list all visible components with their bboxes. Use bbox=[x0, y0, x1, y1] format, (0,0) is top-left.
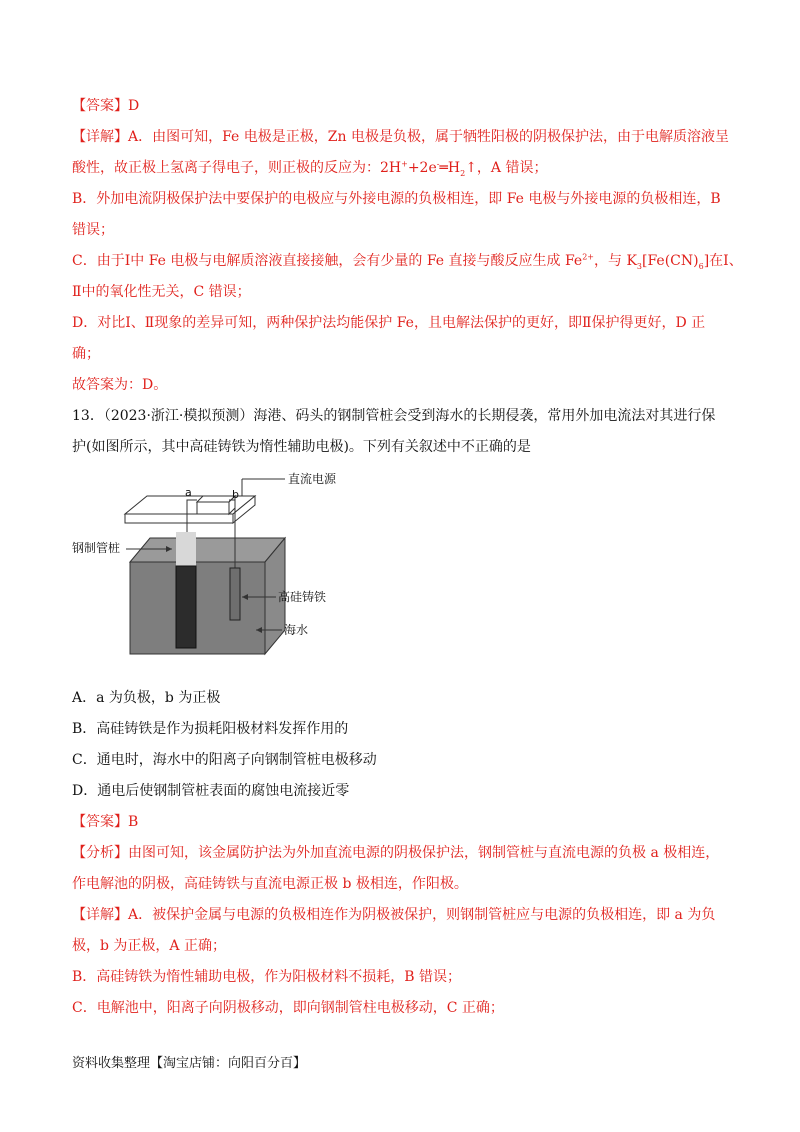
detail-line: 【详解】A．由图可知，Fe 电极是正极，Zn 电极是负极，属于牺牲阳极的阴极保护法，由于电解质溶液呈 bbox=[72, 129, 729, 145]
label-power: 直流电源 bbox=[288, 472, 337, 486]
answer-label: 【答案】B bbox=[72, 814, 139, 830]
tank-top-face bbox=[130, 538, 285, 562]
detail-line: 极，b 为正极，A 正确； bbox=[72, 938, 226, 954]
electrochemistry-figure bbox=[72, 470, 372, 670]
analysis-line: 【分析】由图可知，该金属防护法为外加直流电源的阴极保护法，钢制管桩与直流电源的负极 a 极相连， bbox=[72, 845, 720, 861]
option-d-line: 确； bbox=[72, 346, 100, 362]
label-pile: 钢制管桩 bbox=[72, 541, 121, 555]
option-c: C．通电时，海水中的阳离子向钢制管桩电极移动 bbox=[72, 752, 377, 768]
option-a: A．a 为负极，b 为正极 bbox=[72, 690, 221, 706]
superscript: 2+ bbox=[582, 252, 594, 262]
text-span: ]在Ⅰ、 bbox=[703, 253, 743, 269]
text-span: 酸性，故正极上氢离子得电子，则正极的反应为：2H bbox=[72, 160, 402, 176]
option-d: D．通电后使钢制管桩表面的腐蚀电流接近零 bbox=[72, 783, 350, 799]
detail-line bbox=[72, 158, 548, 178]
subscript: 2 bbox=[460, 168, 466, 178]
analysis-line: 作电解池的阴极，高硅铸铁与直流电源正极 b 极相连，作阳极。 bbox=[72, 876, 468, 892]
board-front bbox=[125, 514, 233, 523]
superscript: - bbox=[436, 159, 440, 169]
text-span: ═H bbox=[439, 160, 461, 176]
question-stem: 13．（2023·浙江·模拟预测）海港、码头的钢制管桩会受到海水的长期侵袭，常用外加电流法对其进行保 bbox=[72, 408, 716, 424]
text-span: C．由于Ⅰ中 Fe 电极与电解质溶液直接接触，会有少量的 Fe 直接与酸反应生成 Fe bbox=[72, 253, 583, 269]
option-d-line: D．对比Ⅰ、Ⅱ现象的差异可知，两种保护法均能保护 Fe，且电解法保护的更好，即Ⅱ保护得更好，D 正 bbox=[72, 315, 706, 331]
label-silicon-iron: 高硅铸铁 bbox=[278, 590, 327, 604]
text-span: [Fe(CN) bbox=[642, 253, 699, 269]
answer-label: 【答案】D bbox=[72, 98, 140, 114]
label-seawater: 海水 bbox=[284, 623, 309, 637]
option-c-line: Ⅱ中的氧化性无关，C 错误； bbox=[72, 284, 251, 300]
steel-pile bbox=[176, 566, 196, 648]
option-b-explanation: B．高硅铸铁为惰性辅助电极，作为阳极材料不损耗，B 错误； bbox=[72, 969, 462, 985]
cathodic-protection-diagram bbox=[72, 470, 372, 670]
superscript: + bbox=[401, 159, 408, 169]
option-b-line: B．外加电流阴极保护法中要保护的电极应与外接电源的负极相连，即 Fe 电极与外接电源的负极相连，B bbox=[72, 191, 721, 207]
text-span: ，与 K bbox=[594, 253, 637, 269]
detail-line: 【详解】A．被保护金属与电源的负极相连作为阴极被保护，则钢制管桩应与电源的负极相连，即 a 为负 bbox=[72, 907, 716, 923]
page-footer: 资料收集整理【淘宝店铺：向阳百分百】 bbox=[72, 1056, 307, 1071]
tank-front-face bbox=[130, 562, 265, 654]
option-c-line bbox=[72, 251, 743, 271]
label-a: a bbox=[185, 486, 192, 499]
conclusion: 故答案为：D。 bbox=[72, 377, 168, 393]
text-span: ↑，A 错误； bbox=[465, 160, 548, 176]
option-b: B．高硅铸铁是作为损耗阳极材料发挥作用的 bbox=[72, 721, 349, 737]
silicon-iron-electrode bbox=[230, 568, 240, 620]
label-b: b bbox=[232, 488, 239, 501]
steel-pile-upper bbox=[176, 532, 196, 566]
text-span: +2e bbox=[407, 160, 437, 176]
power-supply-box bbox=[197, 502, 229, 514]
option-b-line: 错误； bbox=[72, 222, 114, 238]
option-c-explanation: C．电解池中，阳离子向阴极移动，即向钢制管柱电极移动，C 正确； bbox=[72, 1000, 504, 1016]
question-stem: 护(如图所示，其中高硅铸铁为惰性辅助电极)。下列有关叙述中不正确的是 bbox=[72, 439, 531, 455]
subscript: 3 bbox=[636, 261, 643, 271]
subscript: 6 bbox=[698, 261, 704, 271]
